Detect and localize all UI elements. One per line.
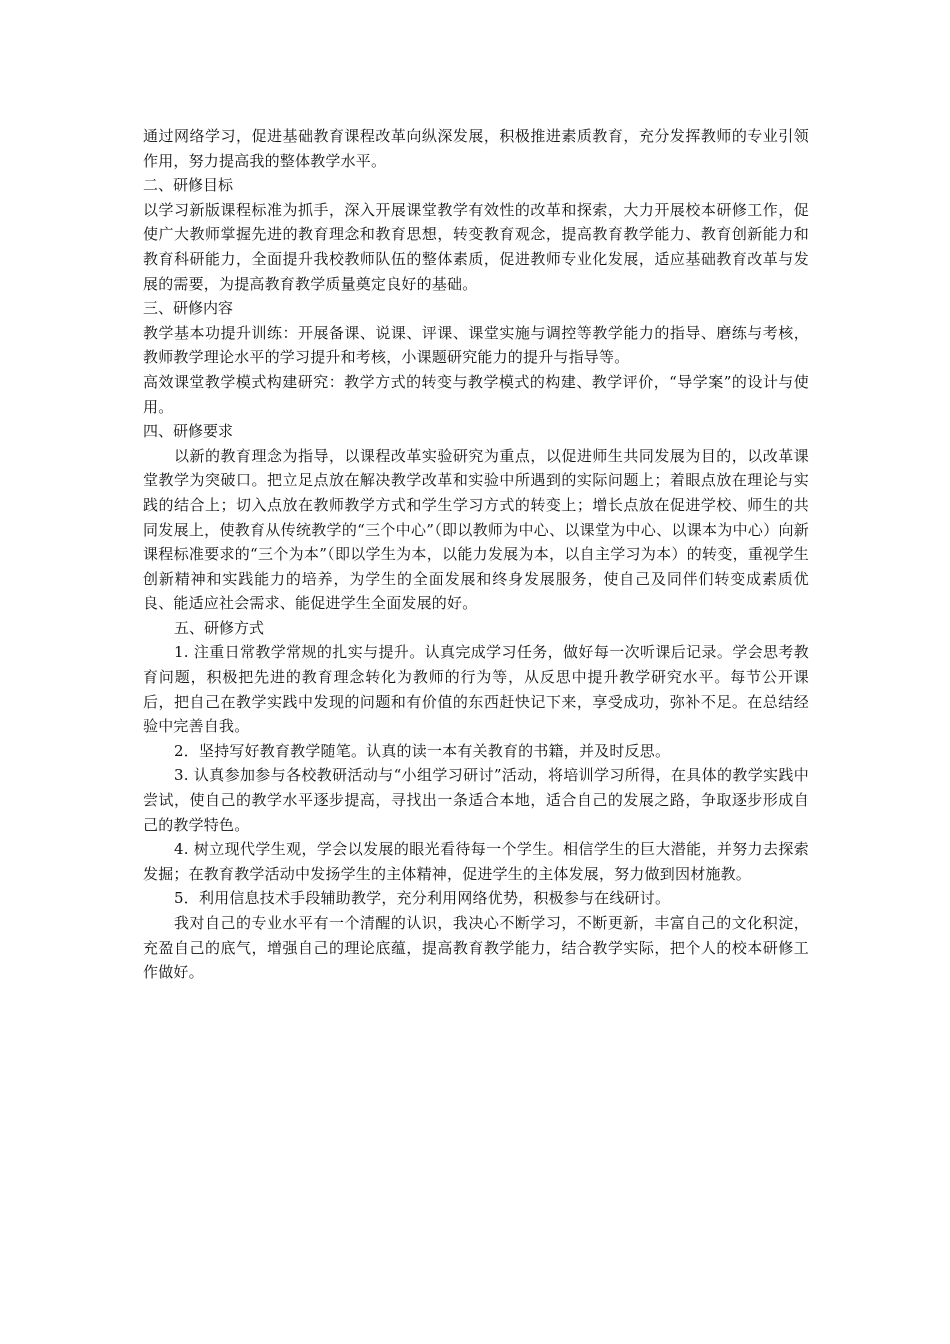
document-page bbox=[143, 124, 809, 985]
intro-paragraph: 通过网络学习，促进基础教育课程改革向纵深发展，积极推进素质教育，充分发挥教师的专业引领作用，努力提高我的整体教学水平。 bbox=[143, 127, 809, 170]
section-heading-methods: 五、研修方式 bbox=[174, 618, 265, 637]
goals-paragraph: 以学习新版课程标准为抓手，深入开展课堂教学有效性的改革和探索，大力开展校本研修工作，促使广大教师掌握先进的教育理念和教育思想，转变教育观念，提高教育教学能力、教育创新能力和教育科研能力，全面提升我校教师队伍的整体素质，促进教师专业化发展，适应基础教育改革与发展的需要，为提高教育教学质量奠定良好的基础。 bbox=[143, 200, 809, 293]
method-item-5: 5．利用信息技术手段辅助教学，充分利用网络优势，积极参与在线研讨。 bbox=[174, 889, 671, 908]
requirements-paragraph: 以新的教育理念为指导，以课程改革实验研究为重点，以促进师生共同发展为目的，以改革课堂教学为突破口。把立足点放在解决教学改革和实验中所遇到的实际问题上；着眼点放在理论与实践的结合上；切入点放在教师教学方式和学生学习方式的转变上；增长点放在促进学校、师生的共同发展上，使教育从传统教学的“三个中心”（即以教师为中心、以课堂为中心、以课本为中心）向新课程标准要求的“三个为本”（即以学生为本，以能力发展为本，以自主学习为本）的转变，重视学生创新精神和实践能力的培养，为学生的全面发展和终身发展服务，使自己及同伴们转变成素质优良、能适应社会需求、能促进学生全面发展的好。 bbox=[143, 446, 809, 613]
method-item-4: 4. 树立现代学生观，学会以发展的眼光看待每一个学生。相信学生的巨大潜能，并努力去探索发掘；在教育教学活动中发扬学生的主体精神，促进学生的主体发展，努力做到因材施教。 bbox=[143, 840, 809, 883]
section-heading-requirements: 四、研修要求 bbox=[143, 422, 234, 441]
conclusion-paragraph: 我对自己的专业水平有一个清醒的认识，我决心不断学习，不断更新，丰富自己的文化积淀，充盈自己的底气，增强自己的理论底蕴，提高教育教学能力，结合教学实际，把个人的校本研修工作做好。 bbox=[143, 914, 809, 982]
section-heading-goals: 二、研修目标 bbox=[143, 176, 234, 195]
content-item-basic-skills: 教学基本功提升训练：开展备课、说课、评课、课堂实施与调控等教学能力的指导、磨练与考核，教师教学理论水平的学习提升和考核，小课题研究能力的提升与指导等。 bbox=[143, 323, 809, 367]
method-item-1: 1. 注重日常教学常规的扎实与提升。认真完成学习任务，做好每一次听课后记录。学会思考教育问题，积极把先进的教育理念转化为教师的行为等，从反思中提升教学研究水平。每节公开课后，把自己在教学实践中发现的问题和有价值的东西赶快记下来，享受成功，弥补不足。在总结经验中完善自我。 bbox=[143, 643, 809, 736]
section-heading-content: 三、研修内容 bbox=[143, 299, 234, 318]
method-item-2: 2．坚持写好教育教学随笔。认真的读一本有关教育的书籍，并及时反思。 bbox=[174, 741, 671, 760]
content-item-efficient-classroom: 高效课堂教学模式构建研究：教学方式的转变与教学模式的构建、教学评价，“导学案”的设计与使用。 bbox=[143, 372, 809, 416]
method-item-3: 3. 认真参加参与各校教研活动与“小组学习研讨”活动，将培训学习所得，在具体的教学实践中尝试，使自己的教学水平逐步提高，寻找出一条适合本地，适合自己的发展之路，争取逐步形成自己的教学特色。 bbox=[143, 766, 809, 834]
